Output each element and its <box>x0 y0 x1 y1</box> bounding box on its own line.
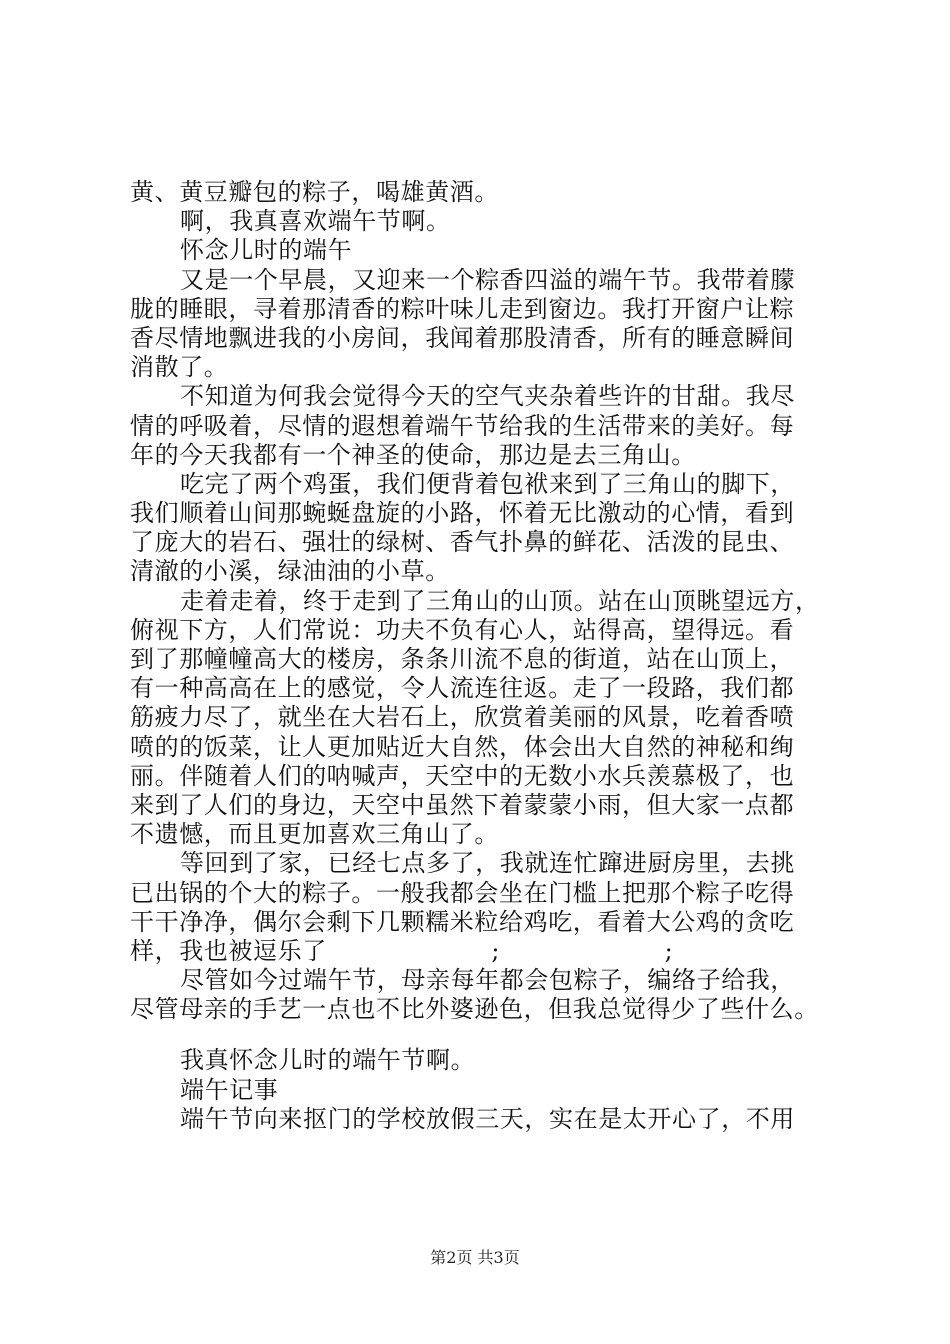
text-line: 走着走着，终于走到了三角山的山顶。站在山顶眺望远方， <box>180 586 820 615</box>
text-line: 胧的睡眼，寻着那清香的粽叶味儿走到窗边。我打开窗户让粽 <box>130 294 795 323</box>
text-line: 喷的的饭菜，让人更加贴近大自然，体会出大自然的神秘和绚 <box>130 732 795 761</box>
text-line: 样，我也被逗乐了 ; ; <box>130 936 674 965</box>
text-line: 清澈的小溪，绿油油的小草。 <box>130 557 450 586</box>
text-line: 来到了人们的身边，天空中虽然下着蒙蒙小雨，但大家一点都 <box>130 790 795 819</box>
text-line: 端午节向来抠门的学校放假三天，实在是太开心了，不用 <box>180 1104 795 1133</box>
text-line: 香尽情地飘进我的小房间，我闻着那股清香，所有的睡意瞬间 <box>130 323 795 352</box>
text-line: 筋疲力尽了，就坐在大岩石上，欣赏着美丽的风景，吃着香喷 <box>130 703 795 732</box>
text-line: 干干净净，偶尔会剩下几颗糯米粒给鸡吃，看着大公鸡的贪吃 <box>130 907 795 936</box>
text-line: 黄、黄豆瓣包的粽子，喝雄黄酒。 <box>130 178 499 206</box>
document-body <box>130 178 840 1134</box>
text-line: 又是一个早晨，又迎来一个粽香四溢的端午节。我带着朦 <box>180 265 795 294</box>
text-line: 丽。伴随着人们的呐喊声，天空中的无数小水兵羡慕极了，也 <box>130 761 795 790</box>
text-line: 已出锅的个大的粽子。一般我都会坐在门槛上把那个粽子吃得 <box>130 878 795 907</box>
text-line: 消散了。 <box>130 353 229 382</box>
page-footer: 第2页 共3页 <box>430 1248 520 1267</box>
text-line: 啊，我真喜欢端午节啊。 <box>180 207 451 236</box>
text-line: 了庞大的岩石、强壮的绿树、香气扑鼻的鲜花、活泼的昆虫、 <box>130 528 795 557</box>
text-line: 俯视下方，人们常说：功夫不负有心人，站得高，望得远。看 <box>130 615 795 644</box>
text-line: 不遗憾，而且更加喜欢三角山了。 <box>130 820 499 849</box>
text-line: 到了那幢幢高大的楼房，条条川流不息的街道，站在山顶上， <box>130 645 795 673</box>
text-line: 有一种高高在上的感觉，令人流连往返。走了一段路，我们都 <box>130 674 795 703</box>
text-line: 端午记事 <box>180 1075 279 1104</box>
text-line: 年的今天我都有一个神圣的使命，那边是去三角山。 <box>130 440 696 469</box>
text-line: 我真怀念儿时的端午节啊。 <box>180 1046 476 1075</box>
text-line: 怀念儿时的端午 <box>180 236 353 265</box>
text-line: 吃完了两个鸡蛋，我们便背着包袱来到了三角山的脚下， <box>180 469 795 498</box>
text-line: 情的呼吸着，尽情的遐想着端午节给我的生活带来的美好。每 <box>130 411 795 440</box>
text-line: 尽管母亲的手艺一点也不比外婆逊色，但我总觉得少了些什么。 <box>130 995 819 1024</box>
text-line: 尽管如今过端午节，母亲每年都会包粽子，编络子给我， <box>180 966 795 995</box>
paragraph-gap <box>130 1024 840 1046</box>
text-line: 等回到了家，已经七点多了，我就连忙蹿进厨房里，去挑 <box>180 849 795 878</box>
text-line: 我们顺着山间那蜿蜒盘旋的小路，怀着无比激动的心情，看到 <box>130 499 795 528</box>
text-line: 不知道为何我会觉得今天的空气夹杂着些许的甘甜。我尽 <box>180 382 795 411</box>
